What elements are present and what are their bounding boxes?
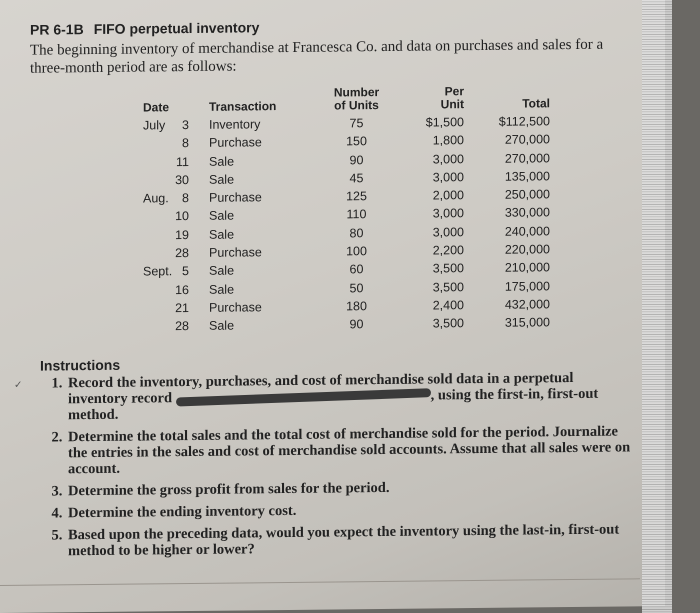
cell-total: $112,500 (498, 114, 550, 129)
table-row (143, 314, 550, 337)
pen-mark: ✓ (14, 379, 23, 391)
redaction-mark (176, 388, 431, 406)
cell-unit-cost: 3,500 (432, 279, 464, 295)
cell-date (143, 226, 209, 245)
instruction-4: 4. Determine the ending inventory cost. (66, 499, 635, 521)
instruction-5: 5. Based upon the preceding data, would you expect the inventory using the last-in, first-out method to be higher or lower? (66, 521, 635, 559)
cell-unit-cost: 2,000 (432, 188, 464, 203)
cell-unit-cost: 3,000 (432, 206, 464, 221)
date-day: 11 (176, 154, 189, 169)
cell-units: 75 (349, 116, 364, 131)
cell-total: 210,000 (504, 260, 550, 276)
instructions-list (40, 369, 635, 559)
problem-name: FIFO perpetual inventory (93, 19, 260, 38)
cell-date (143, 299, 209, 318)
date-day: 8 (182, 136, 189, 151)
cell-total: 220,000 (504, 242, 550, 257)
date-day: 5 (182, 264, 189, 279)
cell-date (143, 280, 209, 299)
col-header-unit-cost: Per Unit (440, 84, 464, 112)
date-day: 30 (175, 172, 189, 188)
cell-units: 80 (349, 225, 364, 241)
cell-total: 330,000 (504, 205, 550, 221)
cell-total: 315,000 (504, 315, 550, 330)
instruction-3: 3. Determine the gross profit from sales for the period. (66, 477, 635, 499)
cell-total: 175,000 (504, 278, 550, 294)
cell-units: 180 (346, 299, 367, 314)
cell-date (143, 189, 209, 208)
instruction-2: 2. Determine the total sales and the total cost of merchandise sold for the period. Journalize the entries in the sales and cost of merchandise sold accounts. Assume that all sales were on account. (66, 423, 635, 477)
cell-date (143, 134, 209, 153)
col-header-units: Number of Units (333, 85, 380, 113)
cell-unit-cost: 1,800 (432, 133, 464, 148)
cell-transaction: Sale (209, 263, 235, 279)
instruction-1: 1. Record the inventory, purchases, and cost of merchandise sold data in a perpetual inventory record , using the first-in, first-out method. (66, 369, 635, 423)
cell-unit-cost: 3,000 (432, 170, 464, 185)
cell-date (143, 152, 209, 171)
cell-units: 50 (349, 280, 364, 296)
date-month: Sept. (143, 264, 173, 279)
cell-date (143, 244, 209, 263)
cell-units: 90 (349, 152, 364, 167)
cell-total: 135,000 (504, 169, 550, 184)
page-edge (642, 0, 672, 613)
cell-date (143, 116, 209, 135)
problem-header (30, 15, 640, 77)
date-day: 3 (182, 118, 189, 133)
cell-transaction: Sale (209, 209, 235, 224)
cell-transaction: Sale (209, 154, 235, 169)
cell-transaction: Sale (209, 172, 235, 187)
cell-date (143, 207, 209, 226)
instructions-title: Instructions (40, 356, 121, 374)
date-day: 10 (175, 209, 189, 224)
problem-title (30, 15, 640, 37)
cell-date (143, 317, 209, 336)
instructions (40, 351, 635, 565)
table-header-row (143, 84, 550, 116)
col-header-total: Total (522, 96, 550, 111)
page-rule (0, 578, 640, 586)
date-day: 28 (175, 319, 189, 334)
problem-number: PR 6-1B (30, 21, 84, 38)
cell-transaction: Purchase (209, 245, 262, 260)
date-day: 28 (175, 246, 189, 261)
cell-unit-cost: 2,200 (432, 243, 464, 258)
cell-total: 250,000 (504, 187, 550, 202)
date-day: 16 (175, 282, 189, 297)
cell-total: 270,000 (504, 132, 550, 148)
col-header-transaction: Transaction (209, 99, 277, 114)
problem-intro: The beginning inventory of merchandise at Francesca Co. and data on purchases and sales for a three-month period are as follows: (30, 36, 604, 77)
cell-units: 90 (349, 317, 364, 332)
cell-units: 100 (346, 244, 367, 259)
date-day: 21 (175, 300, 189, 316)
cell-transaction: Sale (209, 318, 235, 334)
cell-units: 150 (346, 134, 367, 149)
cell-date (143, 171, 209, 190)
cell-units: 125 (346, 189, 367, 204)
cell-unit-cost: 3,000 (432, 151, 464, 167)
date-day: 8 (182, 191, 189, 206)
cell-unit-cost: 3,500 (432, 316, 464, 331)
cell-transaction: Sale (209, 282, 235, 297)
cell-unit-cost: $1,500 (425, 115, 464, 130)
cell-units: 60 (349, 262, 364, 277)
cell-units: 45 (349, 171, 364, 186)
cell-unit-cost: 3,000 (432, 224, 464, 240)
cell-unit-cost: 2,400 (432, 298, 464, 313)
date-month: July (143, 118, 166, 133)
inventory-table (143, 84, 550, 336)
col-header-date: Date (143, 100, 170, 115)
cell-transaction: Inventory (209, 117, 261, 132)
cell-transaction: Sale (209, 227, 235, 242)
cell-transaction: Purchase (209, 300, 262, 315)
cell-units: 110 (346, 207, 367, 222)
cell-transaction: Purchase (209, 135, 262, 151)
cell-total: 432,000 (504, 297, 550, 312)
cell-total: 240,000 (504, 224, 550, 239)
cell-date (143, 262, 209, 281)
date-month: Aug. (143, 191, 169, 206)
cell-unit-cost: 3,500 (432, 261, 464, 276)
cell-transaction: Purchase (209, 190, 262, 205)
cell-total: 270,000 (504, 150, 550, 166)
date-day: 19 (175, 227, 189, 242)
